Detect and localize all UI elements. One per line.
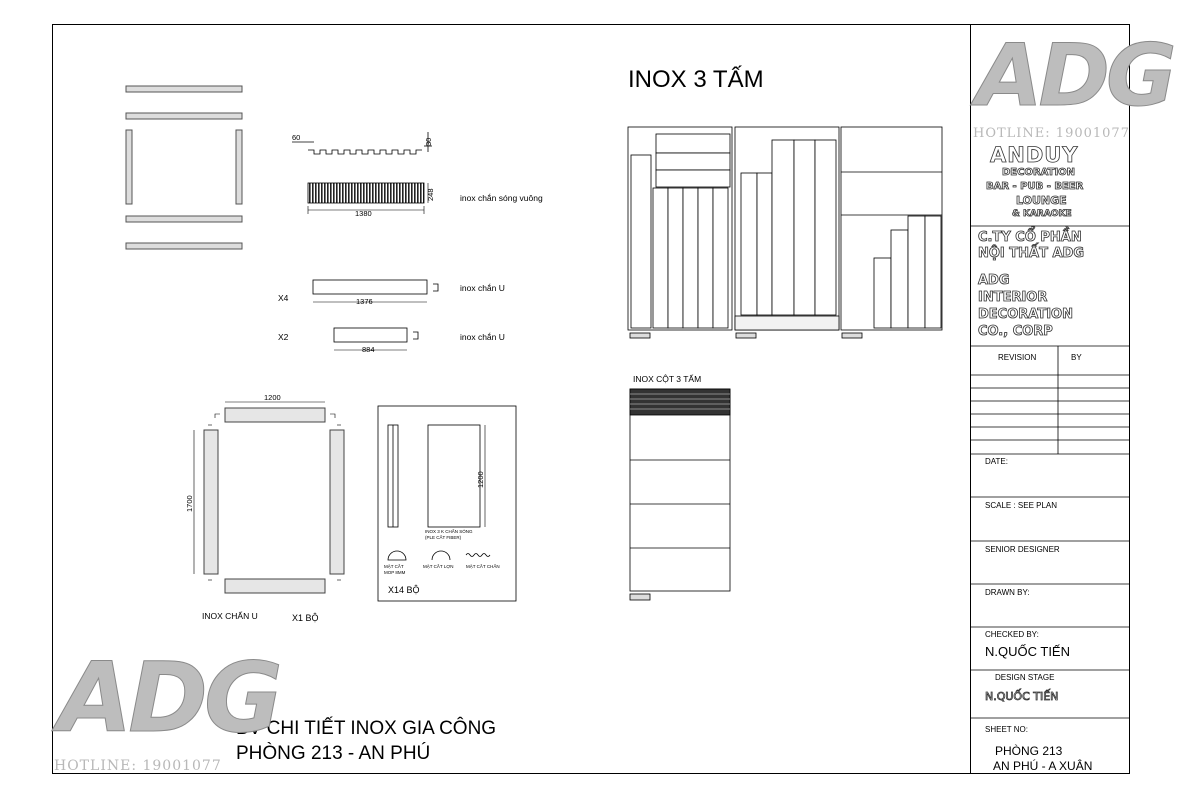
brand-name: ANDUY <box>990 143 1079 167</box>
section-3-label: MẶT CẮT CHẤN <box>466 564 500 569</box>
design-stage-label: DESIGN STAGE <box>995 673 1055 682</box>
frame-bars-top-left <box>126 86 242 249</box>
box-qty: X14 BỘ <box>388 585 420 595</box>
sheet-no-line-2: AN PHÚ - A XUÂN <box>993 759 1093 773</box>
brand-sub-1: DECORATION <box>1002 167 1076 178</box>
qty-x4: X4 <box>278 293 289 303</box>
dim-884: 884 <box>362 345 375 354</box>
frame-label: INOX CHẤN U <box>202 611 258 621</box>
note-u-bar-2: inox chắn U <box>460 332 505 342</box>
dim-1200-panel: 1200 <box>476 471 485 488</box>
u-bars <box>313 280 438 350</box>
panel-note-2: (PLE CẮT FIBER) <box>425 535 462 540</box>
qty-x2: X2 <box>278 332 289 342</box>
note-u-bar-1: inox chắn U <box>460 283 505 293</box>
column-panel <box>630 389 730 600</box>
senior-designer-label: SENIOR DESIGNER <box>985 545 1060 554</box>
column-title: INOX CỘT 3 TẤM <box>633 374 702 384</box>
brand-sub-4: & KARAOKE <box>1012 209 1072 219</box>
wave-profile <box>292 132 432 154</box>
frame-qty: X1 BỘ <box>292 613 319 623</box>
titleblock-logo: ADG <box>976 26 1173 126</box>
company-vn-1: C.TY CỔ PHẦN <box>978 230 1082 245</box>
company-en-1: ADG <box>978 273 1010 288</box>
company-vn-2: NỘI THẤT ADG <box>978 246 1085 261</box>
checked-by-label: CHECKED BY: <box>985 630 1039 639</box>
dim-1376: 1376 <box>356 297 373 306</box>
frame-bars-bottom-left <box>204 408 344 593</box>
panel-note-1: INOX 3 K CHẤN SÓNG <box>425 529 473 534</box>
dim-1380: 1380 <box>355 209 372 218</box>
panel-group-1 <box>628 127 732 338</box>
main-title: INOX 3 TẤM <box>628 66 764 93</box>
sheet-title-line-2: PHÒNG 213 - AN PHÚ <box>236 743 431 764</box>
panel-group-3 <box>841 127 942 338</box>
titleblock-hotline: HOTLINE: 19001077 <box>973 126 1130 141</box>
watermark-hotline: HOTLINE: 19001077 <box>54 758 222 774</box>
dim-60: 60 <box>292 133 301 142</box>
drawn-by-label: DRAWN BY: <box>985 588 1030 597</box>
dim-248: 248 <box>426 188 435 201</box>
by-header: BY <box>1071 353 1082 362</box>
dim-30: 30 <box>424 137 433 146</box>
section-1-label-b: MOP 8MM <box>384 570 406 575</box>
company-en-3: DECORATION <box>978 307 1073 322</box>
watermark-logo: ADG <box>58 642 279 754</box>
scale-label: SCALE : SEE PLAN <box>985 501 1058 510</box>
section-1-label-a: MẶT CẮT <box>384 564 404 569</box>
revision-header: REVISION <box>998 353 1037 362</box>
sheet-title-line-1: BV CHI TIẾT INOX GIA CÔNG <box>236 718 497 739</box>
panel-group-2 <box>735 127 839 338</box>
sheet-no-label: SHEET NO: <box>985 725 1028 734</box>
dim-1200-frame: 1200 <box>264 393 281 402</box>
wave-panel <box>308 183 424 203</box>
date-label: DATE: <box>985 457 1008 466</box>
company-en-4: CO., CORP <box>978 324 1053 339</box>
dim-1700: 1700 <box>185 495 194 512</box>
company-en-2: INTERIOR <box>978 290 1048 305</box>
section-2-label: MẶT CẮT LỢN <box>423 564 454 569</box>
brand-sub-3: LOUNGE <box>1016 194 1067 207</box>
design-stage-name: N.QUỐC TIẾN <box>985 690 1059 703</box>
sheet-no-line-1: PHÒNG 213 <box>995 744 1063 758</box>
note-wave-panel: inox chắn sóng vuông <box>460 193 543 203</box>
checked-by-name: N.QUỐC TIẾN <box>985 644 1070 659</box>
brand-sub-2: BAR - PUB - BEER <box>986 181 1084 192</box>
